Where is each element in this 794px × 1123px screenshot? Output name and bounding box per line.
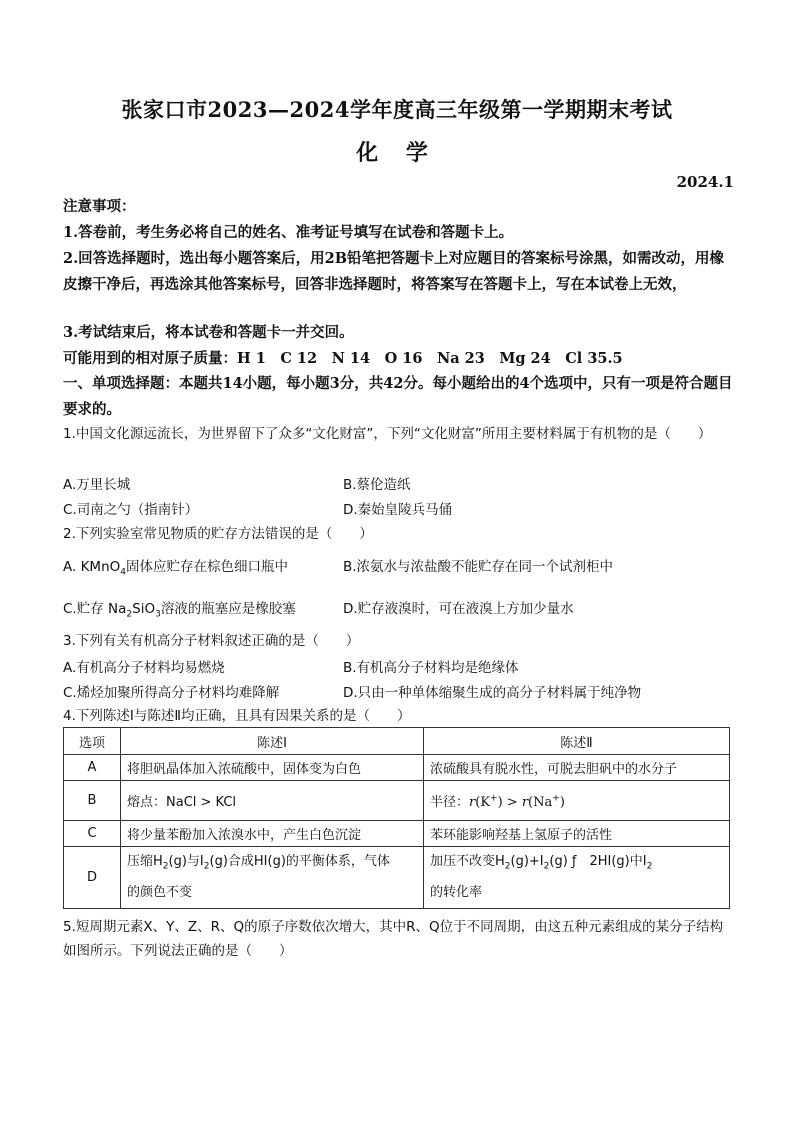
d1-a: 压缩H xyxy=(127,854,163,870)
q2-a-sub: 4 xyxy=(120,567,126,578)
note-item-1: 1.答卷前，考生务必将自己的姓名、准考证号填写在试卷和答题卡上。 xyxy=(63,224,514,241)
table-row xyxy=(64,847,730,909)
row-b-statement-1: 熔点：NaCl > KCl xyxy=(121,781,424,821)
d1-sub: 2 xyxy=(162,861,169,872)
row-b-statement-2: 半径：r(K+) > r(Na+) xyxy=(424,781,730,821)
q2-option-d: D.贮存液溴时，可在液溴上方加少量水 xyxy=(343,601,574,617)
question-2-stem: 2.下列实验室常见物质的贮存方法错误的是（ ） xyxy=(63,526,373,542)
q3-option-c: C.烯烃加聚所得高分子材料均难降解 xyxy=(63,685,280,701)
q3-option-d: D.只由一种单体缩聚生成的高分子材料属于纯净物 xyxy=(343,685,642,701)
subject-title: 化 学 xyxy=(356,140,438,166)
sodium-ion: Na xyxy=(533,795,553,810)
q1-option-d: D.秦始皇陵兵马俑 xyxy=(343,502,453,518)
q1-option-a: A.万里长城 xyxy=(63,477,131,493)
q1-option-b: B.蔡伦造纸 xyxy=(343,477,411,493)
q2-a-formula: A. KMnO xyxy=(63,559,121,575)
table-header-row xyxy=(64,728,730,755)
charge-plus: + xyxy=(552,793,560,804)
question-5-stem: 5.短周期元素X、Y、Z、R、Q的原子序数依次增大，其中R、Q位于不同周期，由这五种元素组成的某分子结构如图所示。下列说法正确的是（ ） xyxy=(63,919,724,959)
d2-b: (g)+I xyxy=(510,854,544,870)
row-a-statement-1: 将胆矾晶体加入浓硫酸中，固体变为白色 xyxy=(121,755,424,781)
q2-c-formula-mid: SiO xyxy=(132,601,156,617)
radius-symbol: r xyxy=(521,795,529,810)
exam-title: 张家口市2023—2024学年度高三年级第一学期期末考试 xyxy=(121,97,673,122)
d1-g: (g) xyxy=(168,854,187,870)
d1-sub: 2 xyxy=(203,861,210,872)
row-c-statement-1: 将少量苯酚加入浓溴水中，产生白色沉淀 xyxy=(121,821,424,847)
table-header-option: 选项 xyxy=(64,728,121,755)
row-b-prefix: 半径： xyxy=(430,795,470,810)
q2-option-b: B.浓氨水与浓盐酸不能贮存在同一个试剂柜中 xyxy=(343,559,614,575)
charge-plus: + xyxy=(490,793,498,804)
row-a-statement-2: 浓硫酸具有脱水性，可脱去胆矾中的水分子 xyxy=(424,755,730,781)
q2-a-text: 固体应贮存在棕色细口瓶中 xyxy=(126,559,288,575)
d1-d: 的颜色不变 xyxy=(127,884,193,900)
q2-c-sub2: 3 xyxy=(155,609,161,620)
table-row xyxy=(64,781,730,821)
d1-c: (g)合成HI(g)的平衡体系，气体 xyxy=(209,854,390,870)
q1-option-c: C.司南之勺（指南针） xyxy=(63,502,199,518)
d2-sub: 2 xyxy=(504,861,511,872)
d2-a: 加压不改变H xyxy=(430,854,505,870)
q2-option-a xyxy=(63,555,288,578)
atomic-masses: 可能用到的相对原子质量：H 1 C 12 N 14 O 16 Na 23 Mg 24 Cl 35.5 xyxy=(63,350,623,367)
table-header-statement-2: 陈述Ⅱ xyxy=(424,728,730,755)
table-header-statement-1: 陈述Ⅰ xyxy=(121,728,424,755)
row-d-statement-1 xyxy=(121,847,424,909)
row-c-statement-2: 苯环能影响羟基上氢原子的活性 xyxy=(424,821,730,847)
potassium-ion: K xyxy=(480,795,491,810)
greater-than: > xyxy=(502,795,522,810)
exam-date: 2024.1 xyxy=(676,173,734,191)
note-item-2: 2.回答选择题时，选出每小题答案后，用2B铅笔把答题卡上对应题目的答案标号涂黑，如需改动，用橡皮擦干净后，再选涂其他答案标号，回答非选择题时，将答案写在答题卡上，写在本试卷上无效， xyxy=(63,250,724,293)
row-d-statement-2 xyxy=(424,847,730,909)
d2-sub: 2 xyxy=(543,861,550,872)
q3-option-b: B.有机高分子材料均是绝缘体 xyxy=(343,660,519,676)
question-3-stem: 3.下列有关有机高分子材料叙述正确的是（ ） xyxy=(63,633,360,649)
q2-c-text: 溶液的瓶塞应是橡胶塞 xyxy=(160,601,296,617)
notes-heading: 注意事项： xyxy=(63,198,136,215)
q2-option-c xyxy=(63,597,296,620)
d2-c: (g) ƒ 2HI(g)中I xyxy=(549,854,647,870)
section-heading: 一、单项选择题：本题共14小题，每小题3分，共42分。每小题给出的4个选项中，只有一项是符合题目要求的。 xyxy=(63,375,733,418)
row-c-option: C xyxy=(64,821,121,847)
question-1-stem: 1.中国文化源远流长，为世界留下了众多“文化财富”，下列“文化财富”所用主要材料属于有机物的是（ ） xyxy=(63,426,712,442)
question-4-stem: 4.下列陈述Ⅰ与陈述Ⅱ均正确，且具有因果关系的是（ ） xyxy=(63,708,411,724)
d1-b: 与I xyxy=(186,854,204,870)
row-b-option: B xyxy=(64,781,121,821)
question-4-table xyxy=(63,727,730,909)
radius-symbol: r xyxy=(469,795,476,810)
q2-c-formula: C.贮存 Na xyxy=(63,601,127,617)
note-item-3: 3.考试结束后，将本试卷和答题卡一并交回。 xyxy=(63,324,354,341)
table-row xyxy=(64,755,730,781)
q3-option-a: A.有机高分子材料均易燃烧 xyxy=(63,660,225,676)
row-a-option: A xyxy=(64,755,121,781)
d2-d: 的转化率 xyxy=(430,884,483,900)
row-d-option: D xyxy=(64,847,121,909)
q2-c-sub1: 2 xyxy=(126,609,133,620)
table-row xyxy=(64,821,730,847)
d2-sub: 2 xyxy=(646,861,653,872)
